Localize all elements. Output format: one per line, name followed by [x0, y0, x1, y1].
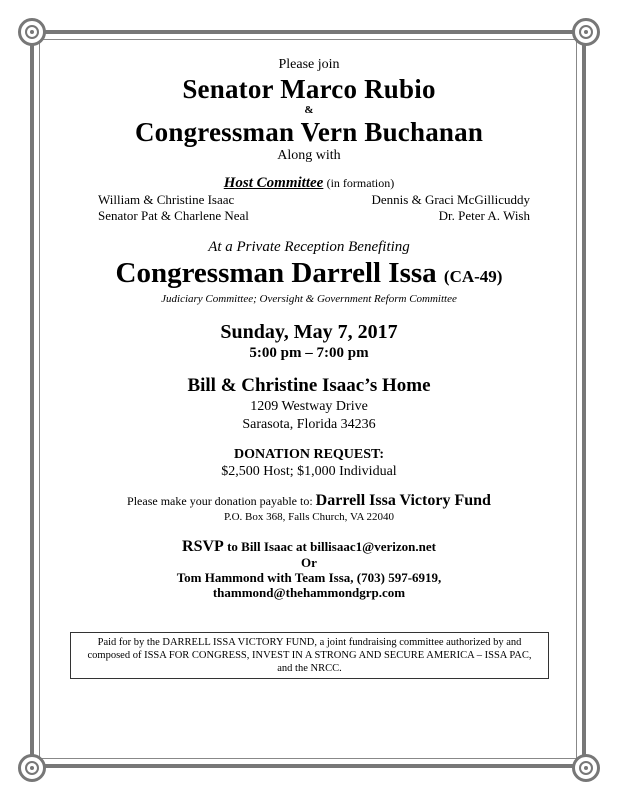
payable-prefix: Please make your donation payable to:: [127, 494, 313, 508]
event-venue: Bill & Christine Isaac’s Home: [187, 375, 431, 396]
honoree-district: (CA-49): [443, 267, 503, 286]
donation-amounts: $2,500 Host; $1,000 Individual: [221, 464, 397, 479]
payable-line: [60, 492, 558, 510]
honoree-name: Congressman Darrell Issa: [115, 257, 437, 289]
paid-for-disclaimer: Paid for by the DARRELL ISSA VICTORY FUND, a joint fundraising committee authorized by and composed of ISSA FOR CONGRESS, INVEST IN A STRONG AND SECURE AMERICA – ISSA PAC, and the NRCC.: [70, 632, 549, 679]
honoree-committees: Judiciary Committee; Oversight & Government Reform Committee: [161, 293, 457, 305]
host-committee-title: Host Committee: [223, 175, 324, 191]
rsvp-contact-secondary: Tom Hammond with Team Issa, (703) 597-6919,: [176, 570, 442, 585]
invitation-body: [60, 56, 558, 600]
reception-line: At a Private Reception Benefiting: [208, 239, 410, 255]
corner-ornament-icon: [572, 754, 600, 782]
venue-address-line2: Sarasota, Florida 34236: [242, 417, 376, 432]
host-member: Senator Pat & Charlene Neal: [98, 208, 249, 223]
guest-senator: Senator Marco Rubio: [182, 74, 436, 104]
donation-heading: DONATION REQUEST:: [233, 447, 384, 462]
corner-ornament-icon: [572, 18, 600, 46]
host-member: Dr. Peter A. Wish: [438, 208, 530, 223]
intro-text: Please join: [278, 57, 340, 72]
along-with-text: Along with: [277, 148, 341, 163]
rsvp-email-secondary: thammond@thehammondgrp.com: [212, 585, 406, 600]
host-member: William & Christine Isaac: [98, 192, 235, 207]
corner-ornament-icon: [18, 754, 46, 782]
rsvp-line: [60, 538, 558, 555]
honoree-heading: [60, 257, 558, 293]
fund-po-box: P.O. Box 368, Falls Church, VA 22040: [223, 511, 395, 523]
host-committee-heading: [60, 175, 558, 191]
host-committee-note: (in formation): [326, 176, 395, 190]
rsvp-contact-primary: to Bill Isaac at billisaac1@verizon.net: [227, 539, 436, 554]
fund-name: Darrell Issa Victory Fund: [315, 492, 491, 509]
corner-ornament-icon: [18, 18, 46, 46]
host-member: Dennis & Graci McGillicuddy: [371, 192, 530, 207]
rsvp-label: RSVP: [182, 538, 224, 555]
guest-congressman: Congressman Vern Buchanan: [134, 117, 484, 147]
event-time: 5:00 pm – 7:00 pm: [249, 345, 369, 361]
venue-address-line1: 1209 Westway Drive: [250, 399, 368, 414]
host-committee-list: [60, 192, 558, 224]
ampersand: &: [304, 104, 314, 116]
rsvp-or: Or: [301, 555, 317, 570]
event-date: Sunday, May 7, 2017: [220, 321, 398, 343]
